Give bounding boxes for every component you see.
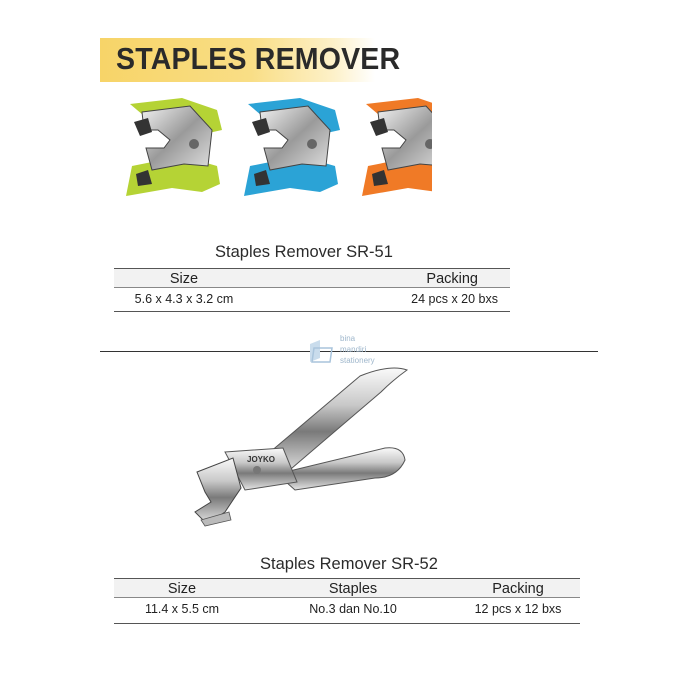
cell-size: 11.4 x 5.5 cm bbox=[144, 602, 220, 616]
column-header-packing: Packing bbox=[254, 269, 510, 288]
column-header-size: Size bbox=[114, 269, 254, 288]
watermark-line-1: bina bbox=[340, 334, 356, 343]
column-header-size: Size bbox=[114, 579, 250, 598]
watermark-line-2: mandiri bbox=[340, 345, 367, 354]
sr52-table-mid-rule bbox=[114, 597, 580, 598]
page-title: STAPLES REMOVER bbox=[116, 41, 401, 76]
sr51-orange-remover bbox=[362, 98, 432, 196]
cell-size: 5.6 x 4.3 x 3.2 cm bbox=[134, 292, 234, 306]
sr52-spec-table bbox=[114, 579, 580, 620]
sr51-table-mid-rule bbox=[114, 287, 510, 288]
table-row bbox=[114, 598, 580, 620]
sr52-table-bottom-rule bbox=[114, 623, 580, 624]
cell-packing: 24 pcs x 20 bxs bbox=[411, 292, 498, 306]
sr52-product-image bbox=[185, 362, 415, 537]
column-header-packing: Packing bbox=[456, 579, 580, 598]
cell-staples: No.3 dan No.10 bbox=[309, 602, 397, 616]
sr51-title: Staples Remover SR-51 bbox=[215, 243, 393, 261]
sr52-title: Staples Remover SR-52 bbox=[260, 555, 438, 573]
sr52-brand-engraving: JOYKO bbox=[247, 455, 276, 464]
sr51-blue-remover bbox=[244, 98, 340, 196]
table-row bbox=[114, 288, 510, 310]
sr51-product-images bbox=[112, 96, 432, 214]
sr51-spec-table bbox=[114, 269, 510, 310]
table-header-row bbox=[114, 269, 510, 288]
table-header-row bbox=[114, 579, 580, 598]
cell-packing: 12 pcs x 12 bxs bbox=[474, 602, 562, 616]
sr51-table-bottom-rule bbox=[114, 311, 510, 312]
watermark-line-3: stationery bbox=[340, 356, 375, 365]
column-header-staples: Staples bbox=[250, 579, 456, 598]
sr51-green-remover bbox=[126, 98, 222, 196]
